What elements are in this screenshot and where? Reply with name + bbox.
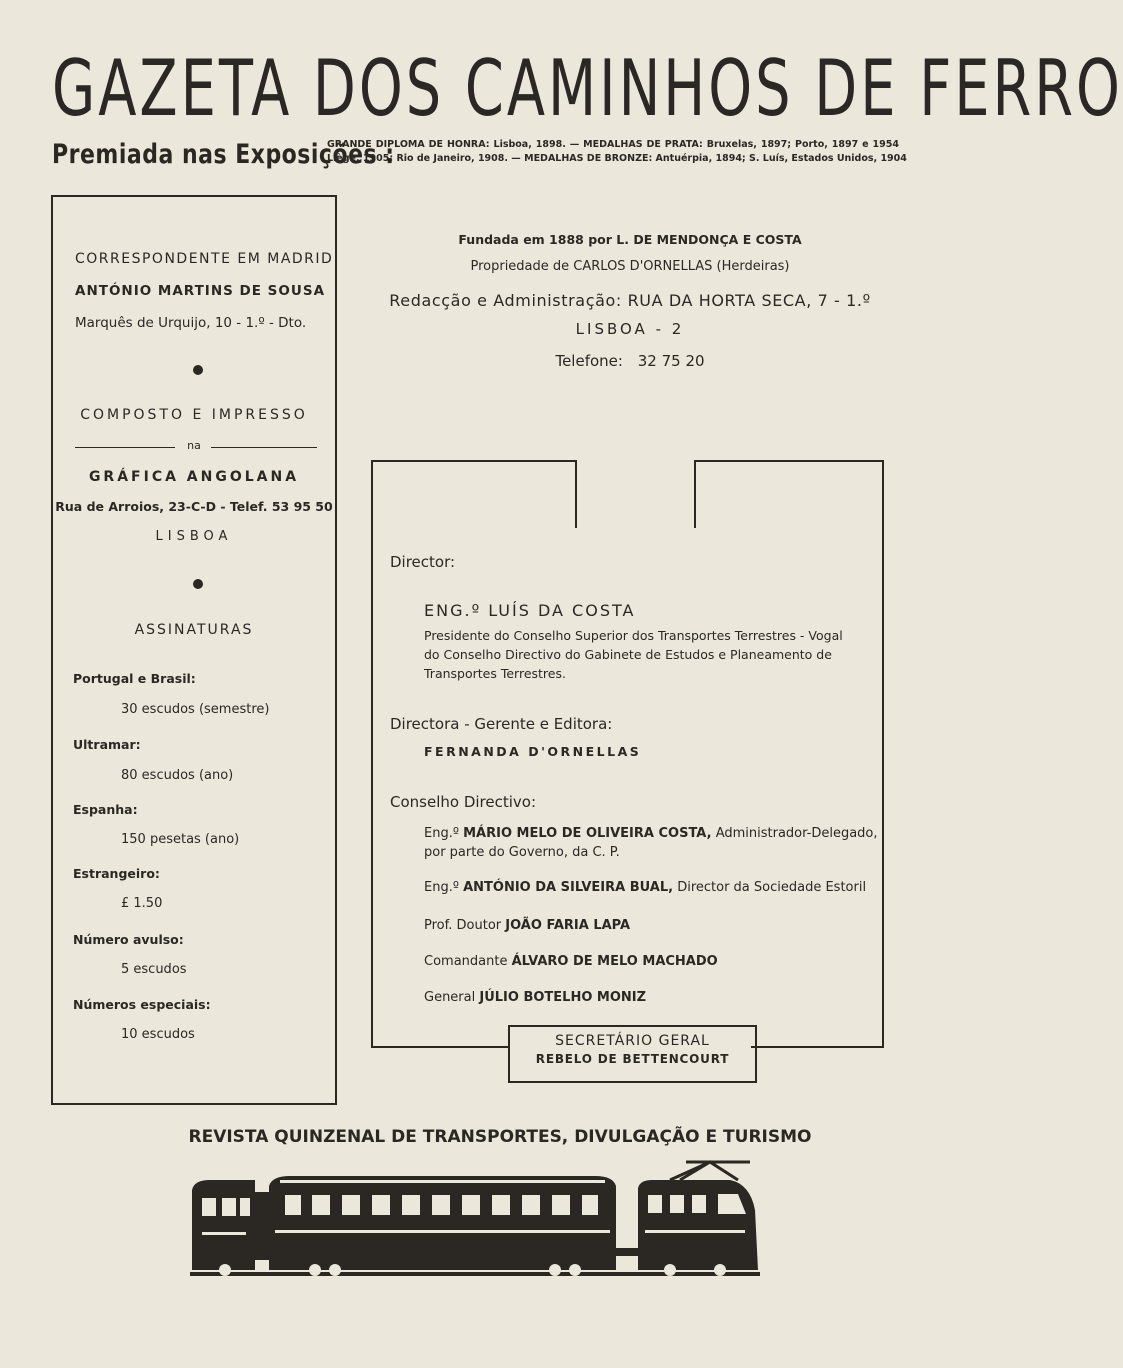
member-name: ÁLVARO DE MELO MACHADO <box>511 954 718 969</box>
telefone-label: Telefone: <box>555 352 623 370</box>
directora-label: Directora - Gerente e Editora: <box>390 715 613 733</box>
box-top-left-border <box>371 460 577 462</box>
sub-label: Número avulso: <box>73 932 184 947</box>
box-left-border <box>371 460 373 1048</box>
secretario-name: REBELO DE BETTENCOURT <box>535 1052 730 1066</box>
sub-label: Ultramar: <box>73 737 141 752</box>
sub-value: 150 pesetas (ano) <box>121 832 240 847</box>
member-row <box>424 880 866 895</box>
member-row <box>424 954 718 969</box>
correspondente-heading: CORRESPONDENTE EM MADRID <box>75 251 334 267</box>
lisboa-line: LISBOA - 2 <box>575 320 685 338</box>
secretario-box <box>508 1025 757 1083</box>
sub-value: 10 escudos <box>121 1027 195 1042</box>
member-line2: por parte do Governo, da C. P. <box>424 845 620 860</box>
member-prefix: Eng.º <box>424 826 459 841</box>
awards-list <box>327 138 907 166</box>
correspondente-address: Marquês de Urquijo, 10 - 1.º - Dto. <box>75 315 307 331</box>
director-desc-line: do Conselho Directivo do Gabinete de Estudos e Planeamento de <box>424 647 832 662</box>
box-top-right-border <box>694 460 884 462</box>
sub-value: 30 escudos (semestre) <box>121 702 270 717</box>
premiada-label: Premiada nas Exposições : <box>52 140 395 170</box>
director-desc-line: Presidente do Conselho Superior dos Transportes Terrestres - Vogal <box>424 628 843 643</box>
box-bottom-left-border <box>371 1046 510 1048</box>
grafica-name: GRÁFICA ANGOLANA <box>88 469 300 485</box>
masthead-title: GAZETA DOS CAMINHOS DE FERRO <box>52 42 1123 134</box>
member-row <box>424 918 630 933</box>
director-name: ENG.º LUÍS DA COSTA <box>424 601 636 620</box>
telefone-number: 32 75 20 <box>637 352 705 370</box>
bullet-dot-2 <box>193 579 203 589</box>
box-notch-left <box>575 460 577 528</box>
sub-value: 80 escudos (ano) <box>121 768 234 783</box>
member-row <box>424 990 646 1005</box>
awards-line-2: Liège, 1905; Rio de Janeiro, 1908. — MEDALHAS DE BRONZE: Antuérpia, 1894; S. Luís, Estados Unidos, 1904 <box>327 153 907 164</box>
sub-value: £ 1.50 <box>121 896 163 911</box>
propriedade-line: Propriedade de CARLOS D'ORNELLAS (Herdeiras) <box>470 259 790 274</box>
grafica-city: LISBOA <box>155 529 233 544</box>
directora-name: FERNANDA D'ORNELLAS <box>424 744 642 759</box>
train-illustration-icon <box>190 1150 760 1280</box>
composto-heading: COMPOSTO E IMPRESSO <box>80 407 308 423</box>
member-prefix: General <box>424 990 476 1005</box>
na-label: na <box>187 439 201 452</box>
bullet-dot-1 <box>193 365 203 375</box>
member-suffix: Administrador-Delegado, <box>715 826 878 841</box>
member-prefix: Prof. Doutor <box>424 918 502 933</box>
director-description <box>424 626 882 683</box>
member-name: JÚLIO BOTELHO MONIZ <box>479 990 647 1005</box>
director-label: Director: <box>390 553 456 571</box>
grafica-address: Rua de Arroios, 23-C-D - Telef. 53 95 50 <box>55 499 333 514</box>
fundada-line: Fundada em 1888 por L. DE MENDONÇA E COSTA <box>458 232 802 247</box>
member-prefix: Comandante <box>424 954 508 969</box>
sub-label: Estrangeiro: <box>73 866 160 881</box>
box-right-border <box>882 460 884 1048</box>
left-info-box <box>51 195 337 1105</box>
member-suffix: Director da Sociedade Estoril <box>677 880 867 895</box>
box-notch-right <box>694 460 696 528</box>
sub-label: Números especiais: <box>73 997 211 1012</box>
member-row <box>424 826 878 841</box>
box-bottom-right-border <box>751 1046 884 1048</box>
redaccao-line: Redacção e Administração: RUA DA HORTA SECA, 7 - 1.º <box>389 291 871 310</box>
assinaturas-heading: ASSINATURAS <box>134 622 254 638</box>
telefone-line <box>370 352 890 370</box>
correspondente-name: ANTÓNIO MARTINS DE SOUSA <box>75 283 326 299</box>
member-name: ANTÓNIO DA SILVEIRA BUAL, <box>463 880 674 895</box>
member-prefix: Eng.º <box>424 880 459 895</box>
member-name: MÁRIO MELO DE OLIVEIRA COSTA, <box>463 826 712 841</box>
conselho-label: Conselho Directivo: <box>390 793 537 811</box>
sub-label: Espanha: <box>73 802 138 817</box>
director-desc-line: Transportes Terrestres. <box>424 666 566 681</box>
revista-subtitle: REVISTA QUINZENAL DE TRANSPORTES, DIVULGAÇÃO E TURISMO <box>188 1127 812 1147</box>
awards-line-1: GRANDE DIPLOMA DE HONRA: Lisboa, 1898. — MEDALHAS DE PRATA: Bruxelas, 1897; Porto, 1897 e 1954 <box>327 139 899 150</box>
member-name: JOÃO FARIA LAPA <box>505 918 631 933</box>
sub-value: 5 escudos <box>121 962 187 977</box>
sub-label: Portugal e Brasil: <box>73 671 196 686</box>
secretario-label: SECRETÁRIO GERAL <box>555 1033 710 1049</box>
